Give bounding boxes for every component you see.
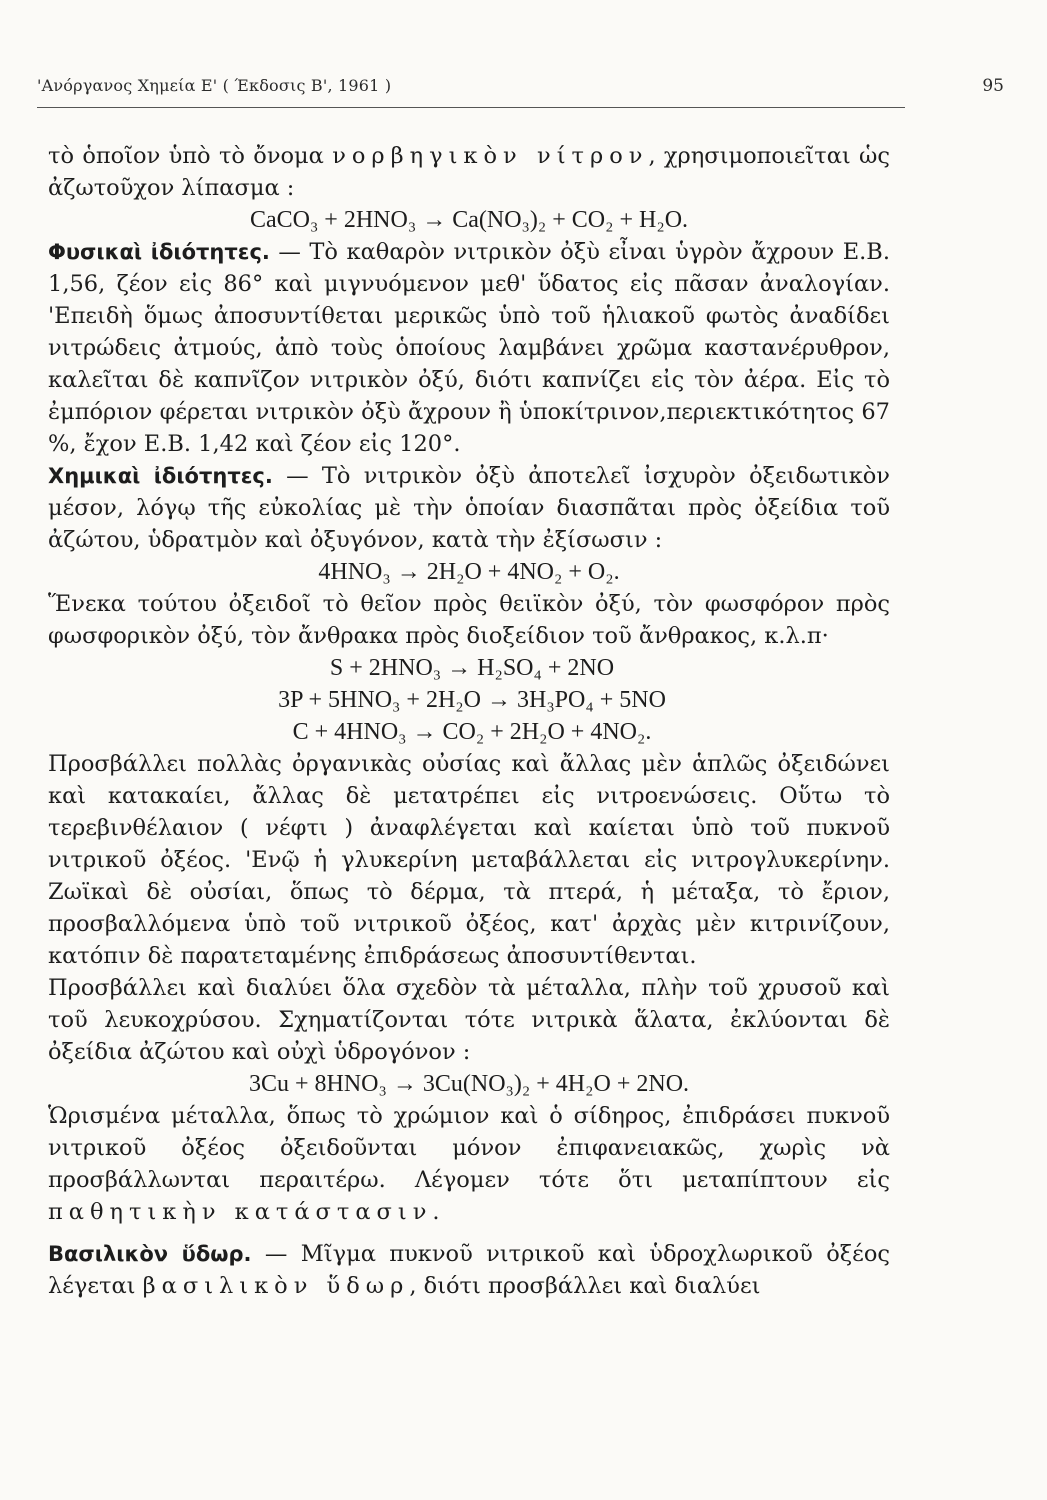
equation-phosphorus: 3P + 5HNO₃ + 2H₂O → 3H₃PO₄ + 5NO (278, 687, 666, 713)
equation-copper: 3Cu + 8HNO₃ → 3Cu(NO₃)₂ + 4H₂O + 2NO. (248, 1071, 690, 1097)
spacer (48, 1228, 890, 1238)
equation-sulfur: S + 2HNO₃ → H₂SO₄ + 2NO (329, 655, 615, 681)
paragraph-aqua-regia (48, 1238, 890, 1302)
text-run: , χρησιμοποιεῖται ὡς ἀζωτοῦχον λίπασμα : (48, 143, 890, 201)
text-run: , διότι προσβάλλει καὶ διαλύει (409, 1273, 761, 1299)
text-run: — Μῖγμα πυκνοῦ νιτρικοῦ καὶ ὑδροχλωρικοῦ ὀξέος λέγεται (48, 1241, 890, 1299)
page-number: 95 (982, 76, 1004, 96)
paragraph-oxidation: Ἕνεκα τούτου ὀξειδοῖ τὸ θεῖον πρὸς θειϊκὸν ὀξύ, τὸν φωσφόρον πρὸς φωσφορικὸν ὀξύ, τὸν ἄνθρακα πρὸς διοξείδιον τοῦ ἄνθρακος, κ.λ.π· (48, 591, 890, 649)
equation-calcium-carbonate: CaCO₃ + 2HNO₃ → Ca(NO₃)₂ + CO₂ + H₂O. (249, 207, 689, 233)
text-run: . (432, 1199, 440, 1225)
spaced-term: παθητικὴν κατάστασιν (48, 1199, 433, 1225)
section-heading: Χημικαὶ ἰδιότητες. (48, 464, 273, 488)
equation-decomposition: 4HNO₃ → 2H₂O + 4NO₂ + O₂. (318, 559, 620, 585)
text-run: τὸ ὁποῖον ὑπὸ τὸ ὄνομα (48, 143, 333, 169)
section-heading: Φυσικαὶ ἰδιότητες. (48, 240, 270, 264)
text-run: — Τὸ νιτρικὸν ὀξὺ ἀποτελεῖ ἰσχυρὸν ὀξειδωτικὸν μέσον, λόγῳ τῆς εὐκολίας μὲ τὴν ὁποίαν διασπᾶται πρὸς ὀξείδια τοῦ ἀζώτου, ὑδρατμὸν καὶ ὀξυγόνον, κατὰ τὴν ἐξίσωσιν : (48, 463, 890, 553)
paragraph-norwegian-saltpeter (48, 140, 890, 204)
text-run: Ὡρισμένα μέταλλα, ὅπως τὸ χρώμιον καὶ ὁ σίδηρος, ἐπιδράσει πυκνοῦ νιτρικοῦ ὀξέος ὀξειδοῦνται μόνον ἐπιφανειακῶς, χωρὶς νὰ προσβάλλωνται περαιτέρω. Λέγομεν τότε ὅτι μεταπίπτουν εἰς (48, 1103, 890, 1193)
page-body (48, 140, 890, 1302)
equation-carbon: C + 4HNO₃ → CO₂ + 2H₂O + 4NO₂. (292, 719, 652, 745)
section-heading: Βασιλικὸν ὕδωρ. (48, 1242, 252, 1266)
paragraph-metals: Προσβάλλει καὶ διαλύει ὅλα σχεδὸν τὰ μέταλλα, πλὴν τοῦ χρυσοῦ καὶ τοῦ λευκοχρύσου. Σχηματίζονται τότε νιτρικὰ ἅλατα, ἐκλύονται δὲ ὀξείδια ἀζώτου καὶ οὐχὶ ὑδρογόνον : (48, 975, 890, 1065)
paragraph-passivation (48, 1100, 890, 1228)
paragraph-organic: Προσβάλλει πολλὰς ὀργανικὰς οὐσίας καὶ ἄλλας μὲν ἁπλῶς ὀξειδώνει καὶ κατακαίει, ἄλλας δὲ μετατρέπει εἰς νιτροενώσεις. Οὕτω τὸ τερεβινθέλαιον ( νέφτι ) ἀναφλέγεται καὶ καίεται ὑπὸ τοῦ πυκνοῦ νιτρικοῦ ὀξέος. 'Ενῷ ἡ γλυκερίνη μεταβάλλεται εἰς νιτρογλυκερίνην. Ζωϊκαὶ δὲ οὐσίαι, ὅπως τὸ δέρμα, τὰ πτερά, ἡ μέταξα, τὸ ἔριον, προσβαλλόμενα ὑπὸ τοῦ νιτρικοῦ ὀξέος, κατ' ἀρχὰς μὲν κιτρινίζουν, κατόπιν δὲ παρατεταμένης ἐπιδράσεως ἀποσυντίθενται. (48, 751, 890, 969)
running-header (37, 70, 1004, 100)
spaced-term: βασιλικὸν ὕδωρ (142, 1273, 410, 1299)
text-run: — Τὸ καθαρὸν νιτρικὸν ὀξὺ εἶναι ὑγρὸν ἄχρουν Ε.Β. 1,56, ζέον εἰς 86° καὶ μιγνυόμενον μεθ' ὕδατος εἰς πᾶσαν ἀναλογίαν. 'Επειδὴ ὅμως ἀποσυντίθεται μερικῶς ὑπὸ τοῦ ἡλιακοῦ φωτὸς ἀναδίδει νιτρώδεις ἀτμούς, ἀπὸ τοὺς ὁποίους λαμβάνει χρῶμα καστανέρυθρον, καλεῖται δὲ καπνῖζον νιτρικὸν ὀξύ, διότι καπνίζει εἰς τὸν ἀέρα. Εἰς τὸ ἐμπόριον φέρεται νιτρικὸν ὀξὺ ἄχρουν ἢ ὑποκίτρινον,περιεκτικότητος 67 %, ἔχον Ε.Β. 1,42 καὶ ζέον εἰς 120°. (48, 239, 890, 457)
spaced-term: νορβηγικὸν νίτρον (332, 143, 649, 169)
paragraph-physical-properties (48, 236, 890, 460)
header-title: 'Ανόργανος Χημεία Ε' ( Έκδοσις Β', 1961 ) (37, 76, 392, 95)
paragraph-chemical-properties (48, 460, 890, 556)
header-rule (37, 107, 905, 108)
